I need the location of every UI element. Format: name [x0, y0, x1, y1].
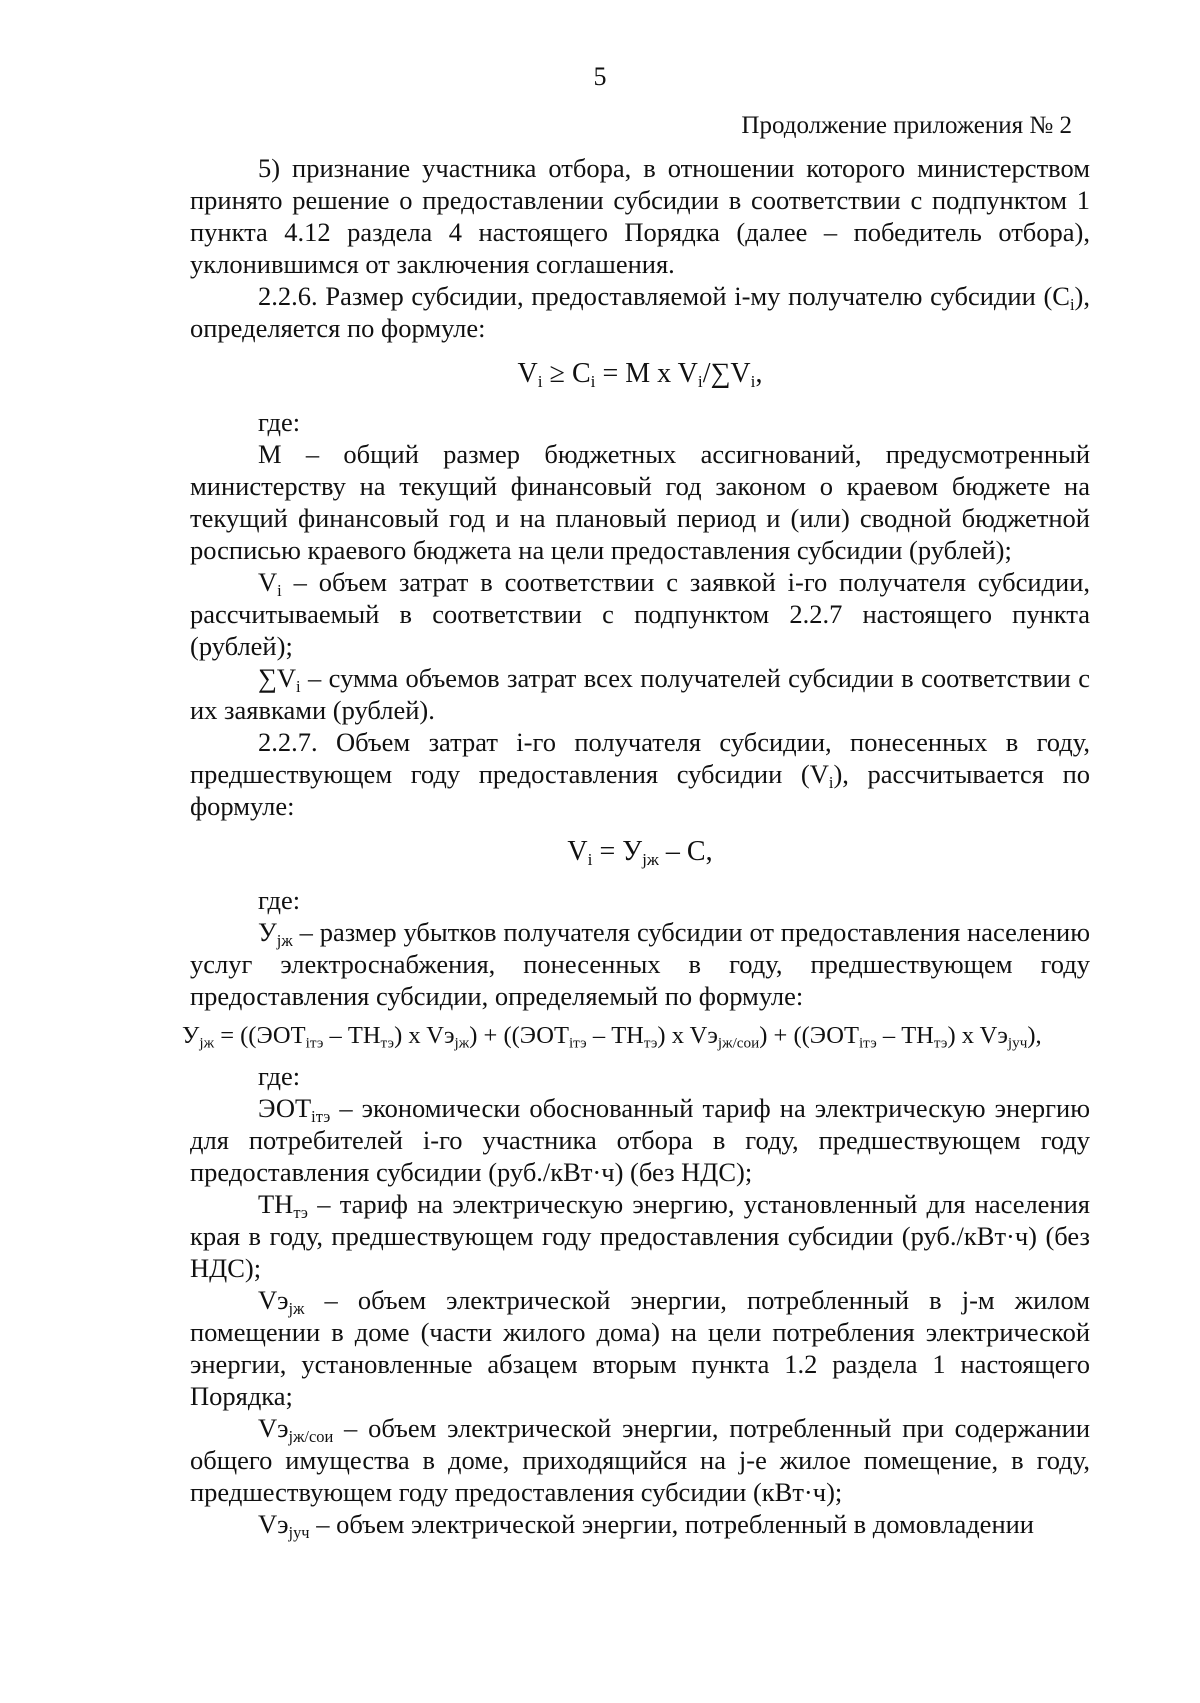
where-label: где: [258, 1061, 301, 1091]
paragraph-2-2-6: 2.2.6. Размер субсидии, предоставляемой i-му получателю субсидии $(C_i)$, определяется по формуле: [190, 281, 1090, 343]
appendix-continuation-header: Продолжение приложения № 2 [741, 112, 1072, 139]
definition-ve-soi: $Vэ_{jж/сои}$ – объем электрической энергии, потребленный при содержании общего имущества в доме, приходящийся на j-е жилое помещение, в году, предшествующем году предоставления субсидии (кВт·ч); [190, 1413, 1090, 1507]
definition-m: М – общий размер бюджетных ассигнований, предусмотренный министерству на текущий финансовый год законом о краевом бюджете на текущий финансовый год и на плановый период и (или) сводной бюджетной росписью краевого бюджета на цели предоставления субсидии (рублей); [190, 439, 1090, 565]
definition-tn: $ТН_{тэ}$ – тариф на электрическую энергию, установленный для населения края в году, предшествующем году предоставления субсидии (руб./кВт·ч) (без НДС); [190, 1189, 1090, 1283]
page-number: 5 [593, 62, 607, 91]
where-label: где: [258, 407, 301, 437]
definition-ujzh: $У_{jж}$ – размер убытков получателя субсидии от предоставления населению услуг электроснабжения, понесенных в году, предшествующем году предоставления субсидии, определяемый по формуле: [190, 917, 1090, 1011]
definition-ve-uch: $Vэ_{jуч}$ – объем электрической энергии, потребленный в домовладении [258, 1509, 1034, 1542]
where-label: где: [258, 885, 301, 915]
paragraph-2-2-7: 2.2.7. Объем затрат i-го получателя субсидии, понесенных в году, предшествующем году предоставления субсидии $(V_i)$, рассчитывается по формуле: [190, 727, 1090, 821]
definition-vi: $V_i$ – объем затрат в соответствии с заявкой i-го получателя субсидии, рассчитываемый в соответствии с подпунктом 2.2.7 настоящего пункта (рублей); [190, 567, 1090, 661]
formula-losses: $У_{jж} = ((ЭОТ_{iтэ} - ТН_{тэ})$ x $Vэ_{jж}) + ((ЭОТ_{iтэ} - ТН_{тэ})$ x $Vэ_{jж/сои}) + ((ЭОТ_{iтэ} - ТН_{тэ})$ x $Vэ_{jуч}$), [182, 1022, 1042, 1052]
formula-subsidy-size: $V_i \ge C_i = M$ x $V_i/\sum V_i$, [517, 358, 763, 392]
definition-ve-jzh: $Vэ_{jж}$ – объем электрической энергии, потребленный в j-м жилом помещении в доме (части жилого дома) на цели потребления электрической энергии, установленные абзацем вторым пункта 1.2 раздела 1 настоящего Порядка; [190, 1285, 1090, 1411]
definition-eot: $ЭОТ_{iтэ}$ – экономически обоснованный тариф на электрическую энергию для потребителей i-го участника отбора в году, предшествующем году предоставления субсидии (руб./кВт·ч) (без НДС); [190, 1093, 1090, 1187]
paragraph-item-5: 5) признание участника отбора, в отношении которого министерством принято решение о предоставлении субсидии в соответствии с подпунктом 1 пункта 4.12 раздела 4 настоящего Порядка (далее – победитель отбора), уклонившимся от заключения соглашения. [190, 153, 1090, 279]
document-body [182, 152, 1090, 1542]
definition-sum-vi: $\sum V_i$ – сумма объемов затрат всех получателей субсидии в соответствии с их заявками (рублей). [190, 663, 1090, 725]
formula-cost-volume: $V_i = У_{jж} - С$, [567, 836, 713, 870]
